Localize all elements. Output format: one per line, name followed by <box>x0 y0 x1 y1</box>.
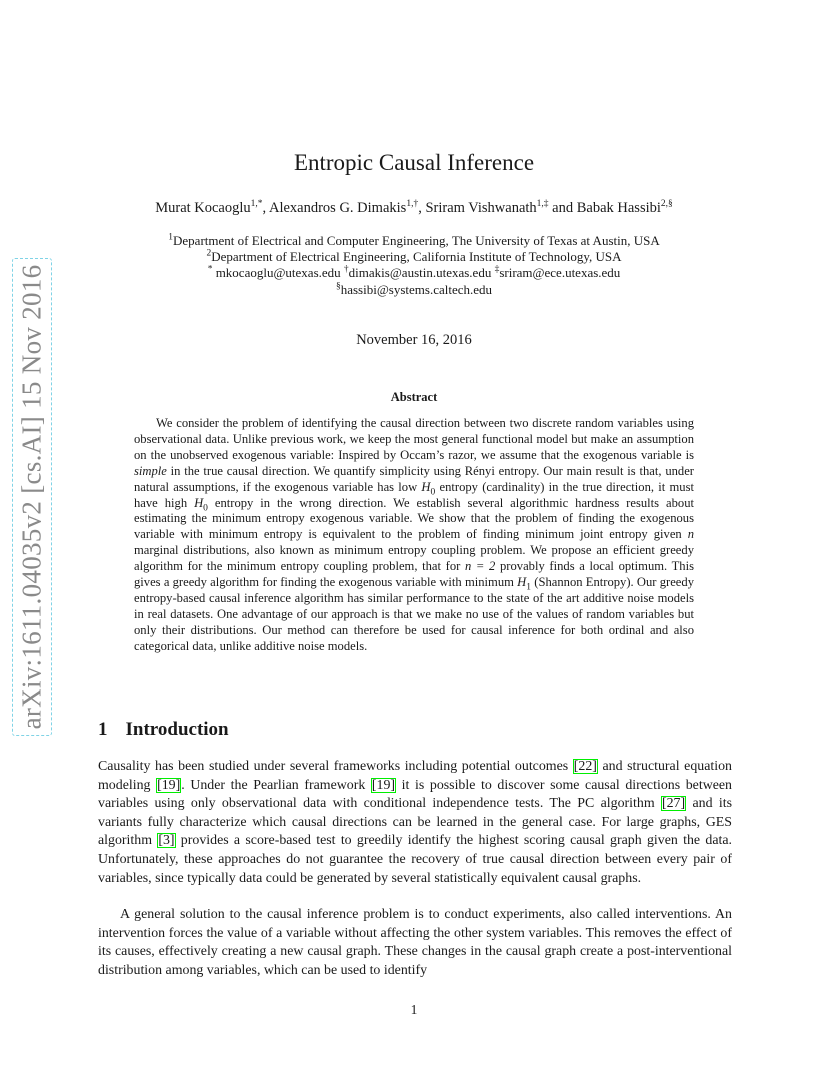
arxiv-sidebar[interactable] <box>12 258 52 736</box>
author-name: Alexandros G. Dimakis <box>268 200 407 216</box>
intro-paragraph-1 <box>98 758 732 888</box>
body-text: . Under the Pearlian framework <box>181 777 371 793</box>
math-symbol: H <box>194 495 204 510</box>
abstract-text: (Shannon Entropy). Our greedy entropy-based causal inference algorithm has similar performance to the state of the art additive noise models in real datasets. One advantage of our approach is that we make no use of the values of random variables but only their distributions. Our method can therefore be used for causal inference for both ordinal and also categorical data, unlike additive noise models. <box>134 575 694 653</box>
citation-link[interactable]: [3] <box>158 833 175 849</box>
abstract-text: We consider the problem of identifying the causal direction between two discrete random variables using observational data. Unlike previous work, we keep the most general functional model but make an assumption on the unobserved exogenous variable: Inspired by Occam’s razor, we assume that the exogenous variable is <box>134 416 694 462</box>
author-conjunction: and <box>552 200 574 216</box>
section-number: 1 <box>98 719 108 740</box>
arxiv-identifier[interactable]: arXiv:1611.04035v2 [cs.AI] 15 Nov 2016 <box>16 264 47 730</box>
math-subscript: 0 <box>430 487 436 498</box>
abstract-emphasis: simple <box>134 463 167 478</box>
abstract-text: entropy in the wrong direction. We establish several algorithmic hardness results about estimating the minimum entropy exogenous variable. We show that the problem of finding the exogenous variable with minimum entropy is equivalent to the problem of finding minimum joint entropy given <box>134 495 694 542</box>
author-marker: 1,‡ <box>536 199 549 210</box>
paper-title: Entropic Causal Inference <box>293 150 535 175</box>
math-expression: n = 2 <box>464 559 496 574</box>
email-link[interactable]: mkocaoglu@utexas.edu <box>215 265 341 280</box>
author-list: Murat Kocaoglu$^{1,*}$, Alexandros G. Dimakis$^{1,\dagger}$, Sriram Vishwanath$^{1,\ddagger}$ and Babak Hassibi$^{2,\S}$ <box>155 199 673 216</box>
citation-link[interactable]: [22] <box>573 759 597 774</box>
email-marker: § <box>335 281 341 292</box>
abstract-body <box>134 416 694 655</box>
section-heading <box>98 719 229 741</box>
math-symbol: n <box>687 527 694 542</box>
abstract-text: in the true causal direction. We quantify simplicity using Rényi entropy. Our main result is that, under natural assumptions, if the exogenous variable has low <box>134 463 694 494</box>
math-symbol: H <box>421 479 431 494</box>
affiliation-marker: 2 <box>206 248 212 259</box>
affiliation-marker: 1 <box>168 232 174 243</box>
email-line <box>0 265 828 281</box>
author-marker: 2,§ <box>660 199 673 210</box>
email-line-2 <box>0 282 828 298</box>
email-link[interactable]: hassibi@systems.caltech.edu <box>340 282 493 297</box>
intro-paragraph-2: A general solution to the causal inference problem is to conduct experiments, also called interventions. An intervention forces the value of a variable without affecting the other system variables. This removes the effect of its causes, effectively creating a new causal graph. These changes in the causal graph create a post-interventional distribution among variables, which can be used to identify <box>98 907 732 978</box>
body-text: it is possible to discover some causal directions between variables using only observational data with conditional independence tests. The PC algorithm <box>98 777 733 812</box>
body-text: provides a score-based test to greedily identify the highest scoring causal graph given the data. Unfortunately, these approaches do not guarantee the recovery of true causal direction between every pair of variables, since typically data could be generated by several statistically equivalent causal graphs. <box>98 833 732 886</box>
math-subscript: 0 <box>203 503 208 514</box>
paper-date: November 16, 2016 <box>356 332 472 348</box>
abstract-text: entropy (cardinality) in the true direction, it must have high <box>134 479 695 510</box>
abstract-text: provably finds a local optimum. This gives a greedy algorithm for finding the exogenous variable with minimum <box>134 559 694 590</box>
citation-link[interactable]: [19] <box>157 777 181 793</box>
author-name: Babak Hassibi <box>576 200 661 216</box>
abstract-text: marginal distributions, also known as minimum entropy coupling problem. We propose an efficient greedy algorithm for the minimum entropy coupling problem, that for <box>134 543 694 574</box>
author-marker: 1,* <box>250 199 263 210</box>
affiliation-2 <box>0 249 828 265</box>
affiliation-1 <box>0 233 828 249</box>
body-text: Causality has been studied under several frameworks including potential outcomes <box>98 759 573 774</box>
email-link[interactable]: dimakis@austin.utexas.edu <box>348 265 492 280</box>
email-link[interactable]: sriram@ece.utexas.edu <box>499 265 621 280</box>
affiliation-text: Department of Electrical Engineering, California Institute of Technology, USA <box>211 249 622 264</box>
body-text: and structural equation modeling <box>98 759 732 793</box>
page-number: 1 <box>410 1002 418 1017</box>
author-name: Sriram Vishwanath <box>425 200 537 216</box>
section-title: Introduction <box>125 719 229 740</box>
email-marker: ‡ <box>494 264 500 275</box>
citation-link[interactable]: [19] <box>371 777 396 793</box>
body-text: and its variants fully characterize which causal directions can be learned in the general case. For large graphs, GES algorithm <box>98 796 732 849</box>
author-name: Murat Kocaoglu <box>155 200 251 216</box>
email-marker: † <box>343 264 349 275</box>
author-marker: 1,† <box>406 199 419 210</box>
abstract-heading: Abstract <box>390 390 438 404</box>
math-symbol: H <box>517 575 527 590</box>
affiliation-text: Department of Electrical and Computer Engineering, The University of Texas at Austin, USA <box>173 233 660 248</box>
math-subscript: 1 <box>526 582 532 593</box>
citation-link[interactable]: [27] <box>661 796 686 812</box>
email-marker: * <box>207 264 213 275</box>
